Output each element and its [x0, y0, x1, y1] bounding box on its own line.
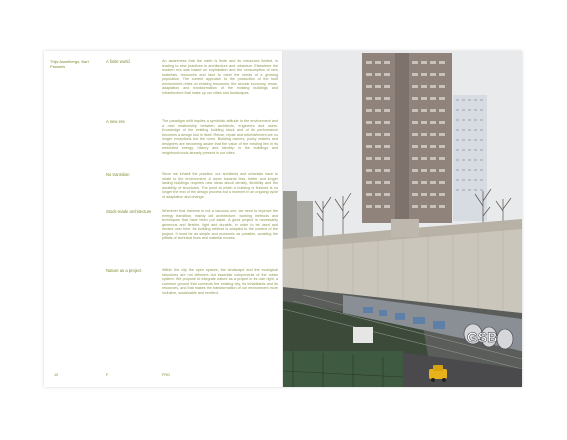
graffiti-tag: GSB [467, 329, 498, 345]
folio-section: F [106, 373, 109, 377]
main-tower [362, 53, 452, 223]
section-text-new-era: The paradigm shift implies a symbiotic attitude to the environment and a new relationship between architects, engineers and users. Knowledge of the existing building stock and of its performance becomes a design tool in itself. Reuse, repair and refurbishment are no longer exceptions but the norm. Building owners, policy makers and designers are becoming aware that the value of the existing lies in its embodied energy, history and identity; in the buildings and neighbourhoods already present in our cities. [162, 119, 278, 155]
right-page-photo [283, 51, 522, 387]
section-label-new-era: A new era [106, 119, 125, 124]
section-text-nature: Within the city the open spaces, the landscape and the ecological structures are not leftovers but essential components of the urban system. We propose to integrate nature as a project in its own right, a common ground that connects the existing city, its inhabitants and its resources, and that makes the transformation of our environment more inclusive, sustainable and resilient. [162, 268, 278, 295]
distant-tower-right [453, 95, 487, 221]
white-shed [353, 327, 373, 343]
page-number: 10 [54, 373, 59, 377]
section-text-no-transition: Since we inhabit the practice, our architects and urbanists have to relate to the environment. A move towards less, better and longer lasting buildings requires new ideas about density, flexibility and the durability of structures. The point at which a building is finished is no longer the end of the design process but a moment in an ongoing cycle of adaptation and change. [162, 172, 278, 199]
magazine-spread [44, 51, 522, 387]
section-text-stock-made: Wherever that traverse is not a vacuous one, we need to improve the energy transition, mainly old architecture, working methods and techniques that have been put aside. A good project is necessarily generous and flexible, light and durable, in order to be used and reused over time. Its building method is adapted to the context of the project. It must be as simple and economic as possible, avoiding the pitfalls of technical fixes and material excess. [162, 209, 278, 241]
author-credit: Thijs Asselbergs, Bart Pauwels [50, 59, 89, 70]
urban-photograph [283, 51, 522, 387]
section-label-nature: Nature as a project [106, 268, 142, 273]
left-page [44, 51, 283, 387]
section-label-stock-made: Stock-made architecture [106, 209, 152, 214]
section-text-finite-world: An awareness that the earth is finite and its resources limited, is leading to new practices in architecture and urbanism. Elsewhere the modern era was based on exploitation and the consumption of new materials, resources and land to meet the needs of a growing population. The current approach to the production of the built environment relies on existing resources: the circular economy, reuse, adaptation and transformation of the existing buildings and infrastructure that make up our cities and landscapes. [162, 59, 278, 95]
section-label-finite-world: A finite world [106, 59, 130, 64]
folio-title: FRG [162, 373, 171, 377]
section-label-no-transition: No transition [106, 172, 130, 177]
